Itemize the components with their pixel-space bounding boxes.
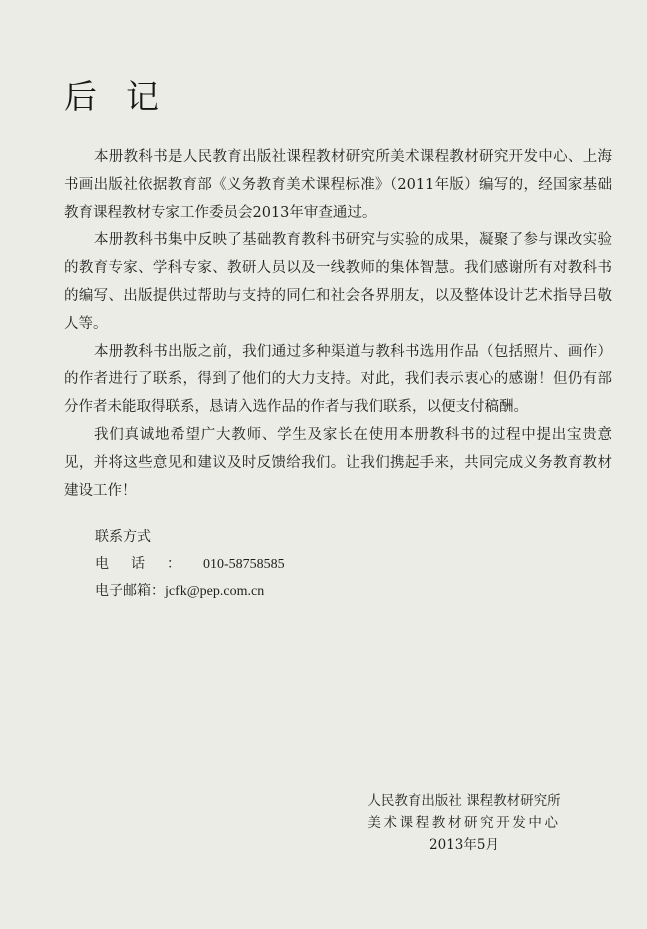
signature-block: [334, 790, 594, 856]
contact-block: [95, 524, 285, 605]
paragraph-2: 本册教科书集中反映了基础教育教科书研究与实验的成果，凝聚了参与课改实验的教育专家、学科专家、教研人员以及一线教师的集体智慧。我们感谢所有对教科书的编写、出版提供过帮助与支持的同仁和社会各界朋友，以及整体设计艺术指导吕敬人等。: [64, 232, 612, 332]
phone-label: 电话：: [95, 556, 203, 572]
email-label: 电子邮箱：: [95, 583, 165, 599]
page-title: [64, 74, 159, 120]
title-char-1: 后: [64, 77, 97, 117]
afterword-body: [64, 144, 612, 505]
signature-date: 2013年5月: [429, 837, 499, 853]
email-value: jcfk@pep.com.cn: [165, 584, 265, 599]
paragraph-1: 本册教科书是人民教育出版社课程教材研究所美术课程教材研究开发中心、上海书画出版社依据教育部《义务教育美术课程标准》（2011年版）编写的，经国家基础教育课程教材专家工作委员会2013年审查通过。: [64, 149, 612, 221]
paragraph-3: 本册教科书出版之前，我们通过多种渠道与教科书选用作品（包括照片、画作）的作者进行了联系，得到了他们的大力支持。对此，我们表示衷心的感谢！但仍有部分作者未能取得联系，恳请入选作品的作者与我们联系，以便支付稿酬。: [64, 343, 612, 416]
contact-email-row: [95, 578, 285, 605]
signature-center: 美术课程教材研究开发中心: [367, 815, 561, 831]
contact-phone-row: [95, 551, 285, 578]
signature-publisher: 人民教育出版社 课程教材研究所: [367, 793, 561, 809]
paragraph-4: 我们真诚地希望广大教师、学生及家长在使用本册教科书的过程中提出宝贵意见，并将这些意见和建议及时反馈给我们。让我们携起手来，共同完成义务教育教材建设工作！: [64, 426, 612, 499]
phone-value: 010-58758585: [203, 557, 285, 572]
contact-heading: 联系方式: [95, 529, 151, 545]
title-char-2: 记: [126, 77, 159, 117]
